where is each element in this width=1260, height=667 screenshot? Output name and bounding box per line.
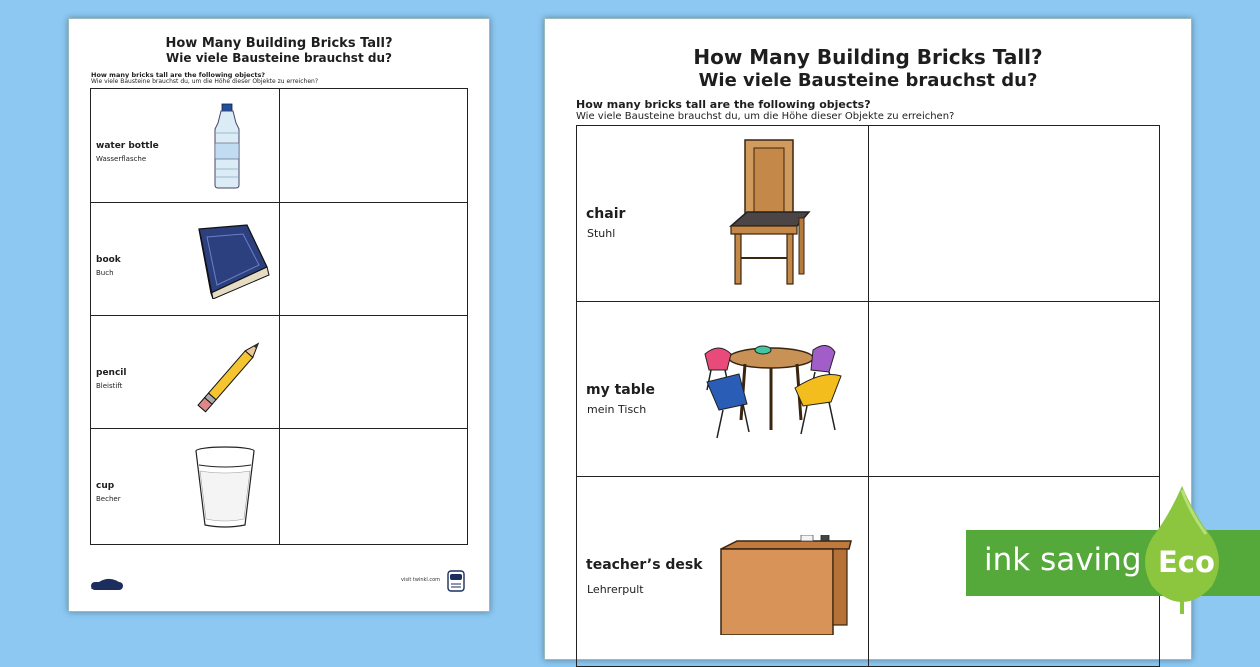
question-german: Wie viele Bausteine brauchst du, um die Höhe dieser Objekte zu erreichen? <box>576 111 955 122</box>
footer-url: visit twinkl.com <box>401 577 441 583</box>
object-translation: Stuhl <box>587 227 616 240</box>
object-translation: Becher <box>96 495 121 503</box>
object-translation: Lehrerpult <box>587 583 644 596</box>
answer-column-divider <box>279 89 280 544</box>
water-bottle-icon <box>209 103 245 189</box>
object-label: book <box>96 255 121 265</box>
desk-icon <box>717 535 855 635</box>
object-label: my table <box>586 382 656 398</box>
object-translation: Wasserflasche <box>96 155 147 163</box>
object-table <box>90 88 468 545</box>
question-english: How many bricks tall are the following objects? <box>91 71 266 79</box>
object-label: teacher’s desk <box>586 557 703 573</box>
cup-icon <box>193 445 257 529</box>
answer-column-divider <box>868 126 869 666</box>
worksheet-subtitle: Wie viele Bausteine brauchst du? <box>698 70 1038 91</box>
worksheet-title: How Many Building Bricks Tall? <box>165 36 393 51</box>
twinkl-badge-icon <box>447 570 465 592</box>
ink-saving-text: ink saving <box>984 542 1142 578</box>
question-german: Wie viele Bausteine brauchst du, um die Höhe dieser Objekte zu erreichen? <box>91 78 319 85</box>
worksheet-title: How Many Building Bricks Tall? <box>693 45 1043 69</box>
object-label: water bottle <box>96 141 159 151</box>
chair-icon <box>727 138 813 286</box>
twinkl-logo-icon <box>89 575 125 591</box>
eco-label: Eco <box>1158 545 1215 579</box>
worksheet-page-1 <box>68 18 490 612</box>
object-translation: Buch <box>96 269 114 277</box>
object-translation: mein Tisch <box>587 403 647 416</box>
worksheet-subtitle: Wie viele Bausteine brauchst du? <box>166 51 392 65</box>
object-label: pencil <box>96 368 127 378</box>
object-label: chair <box>586 206 626 222</box>
pencil-icon <box>193 334 267 418</box>
object-label: cup <box>96 481 115 491</box>
object-translation: Bleistift <box>96 382 123 390</box>
table-icon <box>699 340 845 440</box>
book-icon <box>185 223 271 299</box>
question-english: How many bricks tall are the following objects? <box>576 98 871 111</box>
